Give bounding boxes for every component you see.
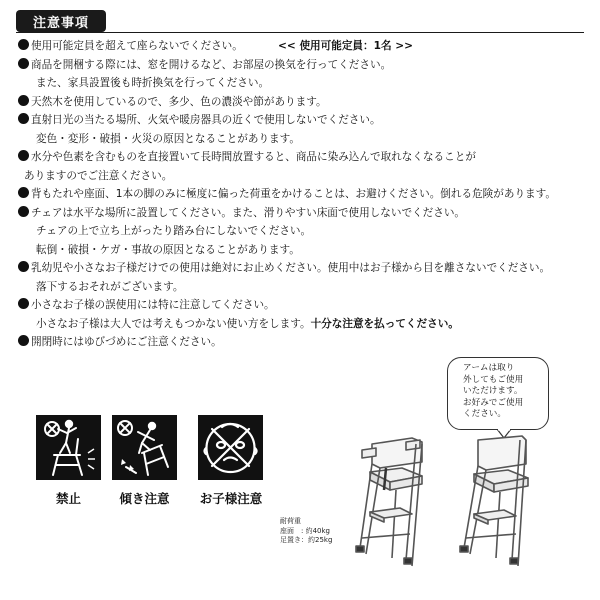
- note-text: 背もたれや座面、1本の脚のみに極度に偏った荷重をかけることは、お避けください。倒れる危険があります。: [31, 188, 556, 200]
- chair-without-arms-icon: [460, 436, 528, 566]
- note-continuation: チェアの上で立ち上がったり踏み台にしないでください。: [36, 225, 312, 237]
- note-text: 開閉時にはゆびづめにご注意ください。: [31, 336, 222, 348]
- callout-text: アームは取り: [463, 363, 515, 373]
- bullet-icon: [18, 261, 29, 272]
- note-text: 使用可能定員を超えて座らないでください。: [31, 40, 243, 52]
- capacity-label: << 使用可能定員：1名 >>: [278, 40, 414, 52]
- note-line: [18, 204, 593, 223]
- specs-seat: 座面 : 約40kg: [280, 526, 330, 535]
- note-continuation: 変色・変形・破損・火災の原因となることがあります。: [36, 132, 300, 145]
- warning-label: 禁止: [55, 491, 81, 506]
- bullet-icon: [18, 206, 29, 217]
- chair-with-arms-icon: [356, 438, 422, 566]
- note-text: 商品を開梱する際には、窓を開けるなど、お部屋の換気を行ってください。: [31, 58, 392, 71]
- note-line: [18, 259, 593, 278]
- note-line: [18, 111, 593, 130]
- note-line: [18, 333, 593, 352]
- header-divider: [16, 32, 584, 33]
- note-text: 小さなお子様は大人では考えもつかない使い方をします。: [36, 317, 311, 330]
- callout-text: お好みでご使用: [463, 397, 524, 408]
- callout-text: 外してもご使用: [463, 374, 524, 385]
- arm-removable-callout: [447, 357, 549, 430]
- note-emphasis: 十分な注意を払ってください。: [310, 317, 459, 330]
- bullet-icon: [18, 39, 29, 50]
- note-text: 天然木を使用しているので、多少、色の濃淡や節があります。: [31, 95, 327, 108]
- note-text: 乳幼児や小さなお子様だけでの使用は絶対にお止めください。使用中はお子様から目を離さないでください。: [31, 262, 551, 274]
- load-capacity-specs: [280, 517, 332, 546]
- bullet-icon: [18, 58, 29, 69]
- bullet-icon: [18, 95, 29, 106]
- warning-label: 傾き注意: [119, 491, 170, 506]
- bullet-icon: [18, 113, 29, 124]
- tipping-warning-icon: [112, 415, 177, 480]
- caution-notes: [18, 37, 593, 352]
- bullet-icon: [18, 298, 29, 309]
- child-warning-icon: [198, 415, 263, 480]
- note-line: [18, 148, 593, 167]
- note-text: 直射日光の当たる場所、火気や暖房器具の近くで使用しないでください。: [31, 114, 381, 126]
- note-continuation: 転倒・破損・ケガ・事故の原因となることがあります。: [36, 243, 300, 256]
- bullet-icon: [18, 150, 29, 161]
- note-continuation: ありますのでご注意ください。: [24, 169, 173, 182]
- specs-title: 耐荷重: [280, 517, 301, 525]
- bullet-icon: [18, 187, 29, 198]
- section-title: 注意事項: [16, 10, 106, 32]
- note-continuation: また、家具設置後も時折換気を行ってください。: [36, 77, 270, 89]
- bullet-icon: [18, 335, 29, 346]
- note-continuation: 落下するおそれがございます。: [36, 280, 184, 293]
- warning-label: お子様注意: [199, 491, 263, 506]
- specs-footrest: 足置き：約25kg: [280, 536, 333, 544]
- note-continuation: [18, 315, 593, 334]
- high-chair-illustrations: [340, 430, 590, 570]
- note-line: [18, 185, 593, 204]
- note-text: チェアは水平な場所に設置してください。また、滑りやすい床面で使用しないでください。: [31, 206, 466, 219]
- no-standing-on-chair-icon: [36, 415, 101, 480]
- note-line: [18, 93, 593, 112]
- note-line: [18, 37, 593, 56]
- note-line: [18, 56, 593, 75]
- note-line: [18, 296, 593, 315]
- note-text: 小さなお子様の誤使用には特に注意してください。: [31, 299, 275, 311]
- callout-text: ください。: [463, 409, 506, 419]
- callout-text: いただけます。: [463, 386, 523, 396]
- note-text: 水分や色素を含むものを直接置いて長時間放置すると、商品に染み込んで取れなくなることが: [31, 151, 476, 163]
